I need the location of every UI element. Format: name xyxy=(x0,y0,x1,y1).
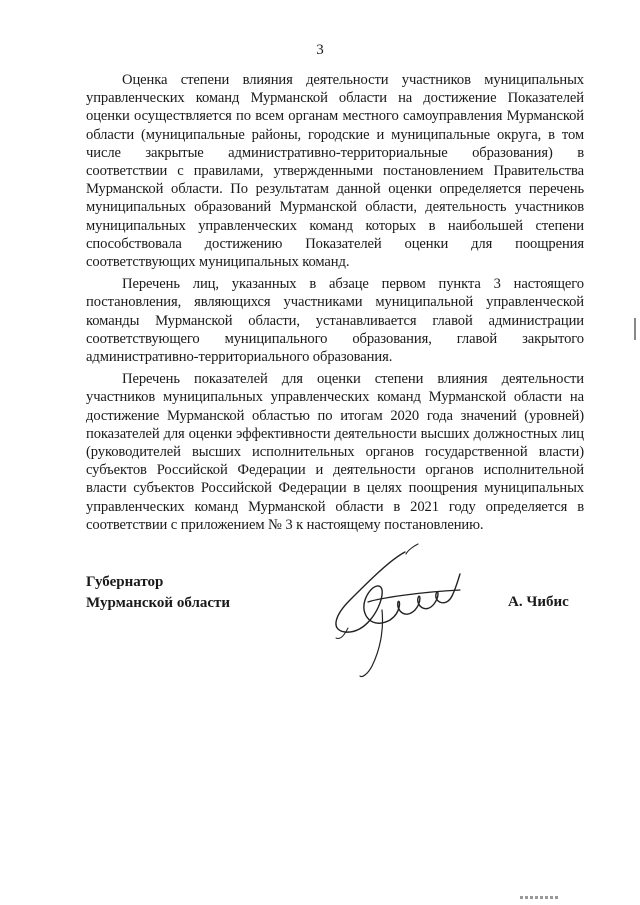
signatory-title-line1: Губернатор xyxy=(86,574,164,590)
signatory-title xyxy=(86,572,230,614)
signatory-name: А. Чибис xyxy=(508,594,569,610)
margin-mark xyxy=(634,318,636,340)
document-body xyxy=(86,71,584,538)
page-number: 3 xyxy=(316,42,324,58)
paragraph-3: Перечень показателей для оценки степени влияния деятельности участников муниципальных управленческих команд Мурманской области на достижение Мурманской областью по итогам 2020 года значений (уровней) показателей для оценки эффективности деятельности высших должностных лиц (руководителей высших исполнительных органов государственной власти) субъектов Российской Федерации и деятельности органов исполнительной власти субъектов Российской Федерации в целях поощрения муниципальных управленческих команд Мурманской области в 2021 году определяется в соответствии с приложением № 3 к настоящему постановлению. xyxy=(86,371,584,533)
paragraph-1: Оценка степени влияния деятельности участников муниципальных управленческих команд Мурманской области на достижение Показателей оценки осуществляется по всем органам местного самоуправления Мурманской области (муниципальные районы, городские и муниципальные округа, в том числе закрытые административно-территориальные образования) в соответствии с правилами, утвержденными постановлением Правительства Мурманской области. По результатам данной оценки определяется перечень муниципальных образований Мурманской области, деятельность участников муниципальных управленческих команд которых в наибольшей степени способствовала достижению Показателей оценки для поощрения соответствующих муниципальных команд. xyxy=(86,72,584,271)
signatory-title-line2: Мурманской области xyxy=(86,595,231,611)
bottom-scan-mark xyxy=(520,896,560,899)
paragraph-2: Перечень лиц, указанных в абзаце первом пункта 3 настоящего постановления, являющихся участниками муниципальной управленческой команды Мурманской области, устанавливается главой администрации соответствующего муниципального образования, главой закрытого административно-территориального образования. xyxy=(86,276,584,366)
handwritten-signature xyxy=(310,540,500,680)
